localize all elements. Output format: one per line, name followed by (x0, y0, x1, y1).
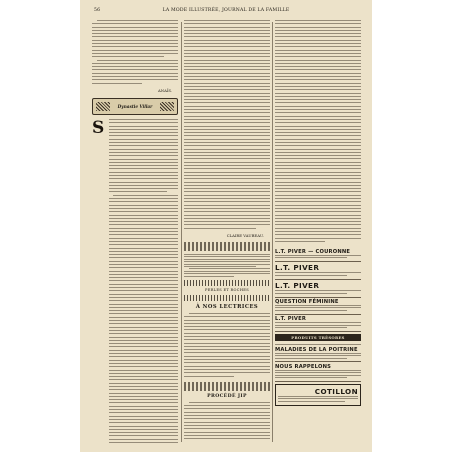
ad-cotillon: COTILLON (275, 384, 361, 406)
article-text (184, 20, 270, 231)
ad-piver-2: L.T. PIVER (275, 280, 361, 298)
ad-banner: PRODUITS TRÉSORES (275, 334, 361, 341)
running-head: LA MODE ILLUSTRÉE, JOURNAL DE LA FAMILLE (162, 8, 290, 13)
ad-piver-3: L.T. PIVER (275, 315, 361, 332)
page-header (84, 8, 368, 17)
section-title: À NOS LECTRICES (195, 303, 259, 310)
decorative-band (184, 280, 270, 286)
magazine-page (80, 0, 372, 452)
ad-piver-1: L.T. PIVER (275, 262, 361, 280)
article-signature: ANAÏS. (158, 87, 172, 93)
article-body (92, 119, 178, 444)
column-rule (181, 22, 182, 442)
drop-cap: S (92, 117, 105, 138)
pearls-caption: PERLES ET ROCHES (205, 287, 249, 292)
decorative-band (184, 295, 270, 301)
section-text (184, 402, 270, 442)
column-left (92, 20, 178, 444)
article-text (92, 20, 178, 86)
section-cartouche (92, 98, 178, 115)
page-number: 56 (94, 8, 101, 13)
column-middle (184, 20, 270, 444)
notice-text (184, 254, 270, 278)
section-text (184, 313, 270, 379)
ad-poitrine: MALADIES DE LA POITRINE (275, 343, 361, 363)
article-signature: CLAIRE VAUBEAU. (226, 233, 264, 238)
column-rule (272, 22, 273, 442)
section-subtitle: PROCÉDÉ JIP (207, 393, 247, 399)
column-right (275, 20, 361, 444)
article-text (275, 20, 361, 244)
ad-question-feminine: QUESTION FÉMININE (275, 298, 361, 315)
cartouche-caption: Dynastie Villar (117, 103, 153, 109)
ad-piver-couronne: L.T. PIVER — COURONNE (275, 247, 361, 262)
advertisements (275, 247, 361, 406)
ad-nous-rappelons: NOUS RAPPELONS (275, 362, 361, 382)
decorative-frieze (184, 382, 270, 391)
decorative-frieze (184, 242, 270, 251)
